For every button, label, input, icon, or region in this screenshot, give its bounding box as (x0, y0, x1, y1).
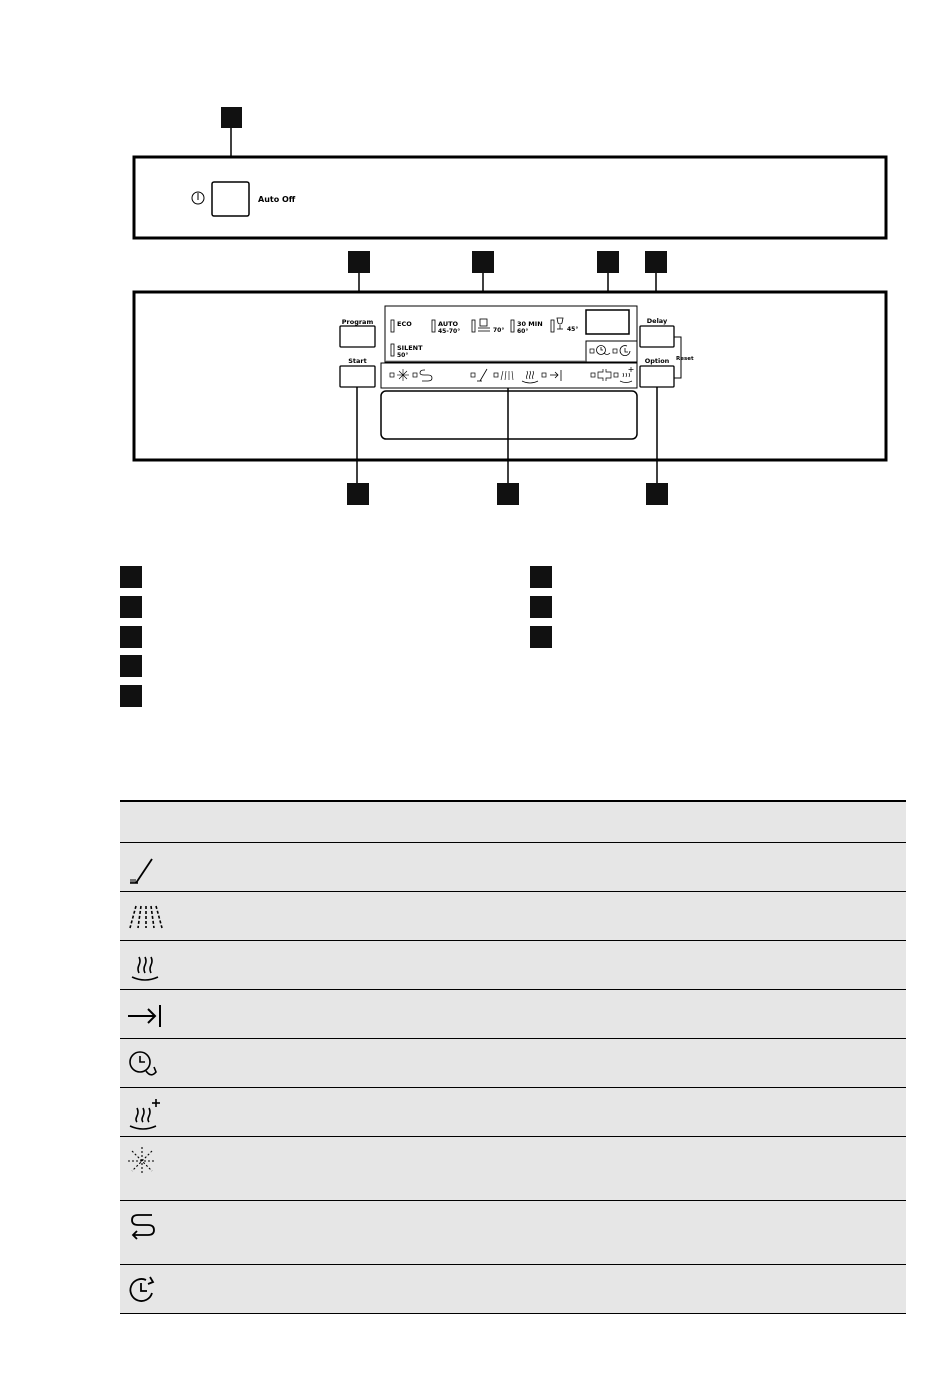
callout-square (348, 251, 370, 273)
table-row (120, 941, 906, 990)
indicator-light (391, 344, 394, 356)
option-label: Option (644, 357, 670, 365)
start-label: Start (348, 357, 367, 365)
legend-marker (530, 566, 552, 588)
table-row (120, 1265, 906, 1314)
delay-button[interactable] (640, 326, 674, 347)
arrow-to-bar-icon (124, 996, 164, 1036)
table-row (120, 990, 906, 1039)
program-silent-label: SILENT (397, 344, 423, 352)
program-button[interactable] (340, 326, 375, 347)
reset-label: Reset (676, 356, 694, 362)
indicator-light (432, 320, 435, 332)
lower-window (381, 391, 637, 439)
heat-plus-icon (124, 1094, 164, 1134)
heat-icon (124, 947, 164, 987)
legend-marker (530, 596, 552, 618)
program-eco-label: ECO (397, 320, 412, 328)
callout-square (347, 483, 369, 505)
program-label: Program (341, 318, 374, 326)
auto-off-button[interactable] (212, 182, 249, 216)
spray-icon (124, 898, 164, 938)
indicator-light (551, 320, 554, 332)
callout-square (472, 251, 494, 273)
sparkle-icon (124, 1143, 164, 1183)
legend-marker (120, 566, 142, 588)
legend-marker (120, 626, 142, 648)
table-row (120, 892, 906, 941)
table-row (120, 1088, 906, 1137)
display (586, 310, 629, 334)
table-header (120, 802, 906, 843)
program-auto-temp: 45-70° (438, 328, 461, 335)
callout-square (597, 251, 619, 273)
program-pots-temp: 70° (493, 327, 505, 334)
callout-square (221, 107, 242, 128)
table-row (120, 843, 906, 892)
brush-icon (124, 849, 164, 889)
indicator-light (511, 320, 514, 332)
indicator-light (391, 320, 394, 332)
symbols-table (120, 800, 906, 1314)
callout-square (646, 483, 668, 505)
option-button[interactable] (640, 366, 674, 387)
program-auto-label: AUTO (438, 320, 459, 328)
legend-marker (120, 655, 142, 677)
clock-touch-icon (124, 1045, 164, 1085)
program-silent-temp: 50° (397, 352, 409, 359)
program-glass-temp: 45° (567, 326, 579, 333)
callout-square (645, 251, 667, 273)
indicator-light (472, 320, 475, 332)
table-row (120, 1039, 906, 1088)
cycle-icon (124, 1207, 164, 1247)
legend-marker (120, 596, 142, 618)
table-row (120, 1137, 906, 1201)
callout-square (497, 483, 519, 505)
start-button[interactable] (340, 366, 375, 387)
program-quick-temp: 60° (517, 328, 529, 335)
legend-marker (530, 626, 552, 648)
clock-refresh-icon (124, 1271, 164, 1311)
auto-off-label: Auto Off (258, 195, 296, 204)
program-quick-label: 30 MIN (517, 320, 543, 328)
table-row (120, 1201, 906, 1265)
legend-marker (120, 685, 142, 707)
delay-label: Delay (646, 317, 668, 325)
